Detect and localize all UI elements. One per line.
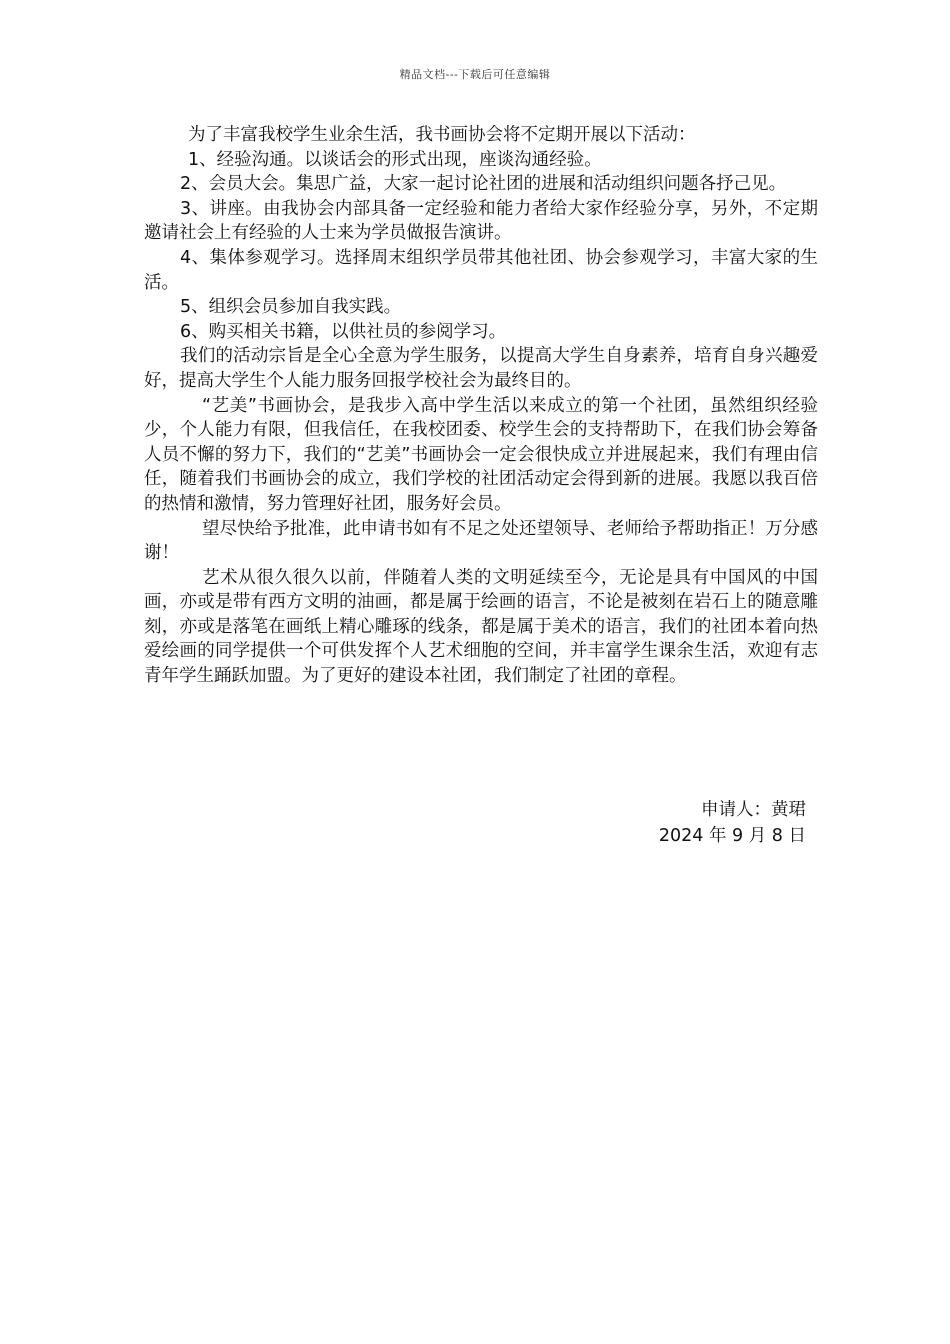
association-paragraph: “艺美”书画协会，是我步入高中学生活以来成立的第一个社团，虽然组织经验少，个人能力有限，但我信任，在我校团委、校学生会的支持帮助下，在我们协会筹备人员不懈的努力下，我们的“艺美”书画协会一定会很快成立并进展起来，我们有理由信任，随着我们书画协会的成立，我们学校的社团活动定会得到新的进展。我愿以我百倍的热情和激情，努力管理好社团，服务好会员。 (144, 395, 818, 514)
document-body (144, 123, 818, 689)
activity-item-1: 1、经验沟通。以谈话会的形式出现，座谈沟通经验。 (188, 149, 602, 170)
applicant-name: 申请人：黄珺 (701, 800, 806, 820)
request-paragraph: 望尽快给予批准，此申请书如有不足之处还望领导、老师给予帮助指正！万分感谢！ (144, 518, 818, 564)
page-header: 精品文档---下载后可任意编辑 (399, 68, 551, 81)
intro-paragraph: 为了丰富我校学生业余生活，我书画协会将不定期开展以下活动： (188, 125, 696, 145)
activity-item-5: 5、组织会员参加自我实践。 (180, 297, 402, 318)
signature-date: 2024 年 9 月 8 日 (658, 826, 806, 846)
activity-item-6: 6、购买相关书籍，以供社员的参阅学习。 (180, 321, 507, 342)
activity-item-2: 2、会员大会。集思广益，大家一起讨论社团的进展和活动组织问题各抒己见。 (180, 174, 787, 195)
activity-item-3: 3、讲座。由我协会内部具备一定经验和能力者给大家作经验分享，另外，不定期邀请社会上有经验的人士来为学员做报告演讲。 (144, 198, 818, 244)
signature-block (659, 797, 806, 849)
art-paragraph: 艺术从很久很久以前，伴随着人类的文明延续至今，无论是具有中国风的中国画，亦或是带有西方文明的油画，都是属于绘画的语言，不论是被刻在岩石上的随意雕刻，亦或是落笔在画纸上精心雕琢的线条，都是属于美术的语言，我们的社团本着向热爱绘画的同学提供一个可供发挥个人艺术细胞的空间，并丰富学生课余生活，欢迎有志青年学生踊跃加盟。为了更好的建设本社团，我们制定了社团的章程。 (144, 567, 818, 687)
activity-item-4: 4、集体参观学习。选择周末组织学员带其他社团、协会参观学习，丰富大家的生活。 (144, 247, 818, 293)
purpose-paragraph: 我们的活动宗旨是全心全意为学生服务，以提高大学生自身素养，培育自身兴趣爱好，提高大学生个人能力服务回报学校社会为最终目的。 (144, 346, 818, 391)
